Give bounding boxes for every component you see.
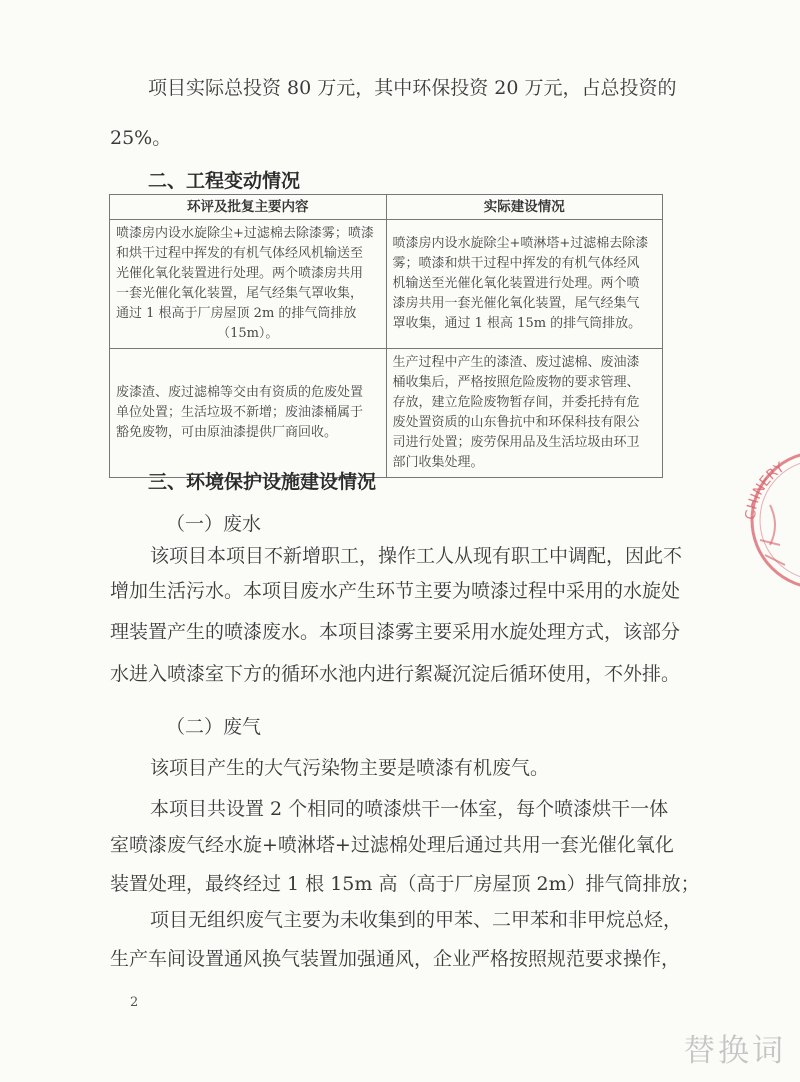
- paragraph-line: 装置处理，最终经过 1 根 15m 高（高于厂房屋顶 2m）排气筒排放；: [110, 873, 700, 895]
- stamp-text: CHINERY: [742, 459, 788, 521]
- page-number: 2: [130, 995, 139, 1010]
- paragraph-line: 该项目本项目不新增职工，操作工人从现有职工中调配，因此不: [150, 545, 683, 567]
- cell-line: 喷漆房内设水旋除尘+过滤棉去除漆雾；喷漆: [116, 226, 374, 241]
- intro-line-2: 25%。: [110, 127, 172, 149]
- cell-line: 和烘干过程中挥发的有机气体经风机输送至: [116, 246, 364, 261]
- cell-line: 生产过程中产生的漆渣、废过滤棉、废油漆: [392, 355, 640, 370]
- cell-line: 废处置资质的山东鲁抗中和环保科技有限公: [392, 415, 640, 430]
- paragraph-line: 该项目产生的大气污染物主要是喷漆有机废气。: [150, 757, 550, 779]
- table-row: [110, 349, 663, 478]
- cell-line: 罩收集，通过 1 根高 15m 的排气筒排放。: [392, 316, 642, 331]
- cell-line: 单位处置；生活垃圾不新增；废油漆桶属于: [116, 405, 364, 420]
- cell-line: 一套光催化氧化装置，尾气经集气罩收集，: [116, 286, 364, 301]
- section-3-heading: 三、环境保护设施建设情况: [148, 471, 377, 493]
- cell-line: 桶收集后，严格按照危险废物的要求管理、: [392, 375, 640, 390]
- cell-line: 存放，建立危险废物暂存间，并委托持有危: [392, 395, 640, 410]
- subsection-wastewater-title: （一）废水: [166, 513, 262, 535]
- table-row: [110, 220, 663, 349]
- cell-line: 光催化氧化装置进行处理。两个喷漆房共用: [116, 266, 364, 281]
- cell-line: 司进行处置；废劳保用品及生活垃圾由环卫: [392, 435, 640, 450]
- cell-line: 机输送至光催化氧化装置进行处理。两个喷: [392, 276, 640, 291]
- cell-line: 废漆渣、废过滤棉等交由有资质的危废处置: [116, 385, 364, 400]
- table-header-row: [110, 195, 663, 220]
- paragraph-line: 项目无组织废气主要为未收集到的甲苯、二甲苯和非甲烷总烃，: [150, 909, 683, 931]
- paragraph-line: 水进入喷漆室下方的循环水池内进行絮凝沉淀后循环使用，不外排。: [110, 663, 681, 685]
- subsection-exhaust-title: （二）废气: [166, 716, 262, 738]
- cell-line: 喷漆房内设水旋除尘+喷淋塔+过滤棉去除漆: [392, 236, 649, 251]
- seal-stamp-icon: [725, 425, 800, 595]
- table-cell-actual: [386, 220, 663, 349]
- table-cell-eia: [110, 349, 387, 478]
- cell-line: 漆房共用一套光催化氧化装置，尾气经集气: [392, 296, 640, 311]
- cell-line: 通过 1 根高于厂房屋顶 2m 的排气筒排放: [116, 306, 357, 321]
- cell-line: 部门收集处理。: [392, 455, 484, 470]
- table-cell-eia: [110, 220, 387, 349]
- cell-line: 豁免废物，可由原油漆提供厂商回收。: [116, 425, 338, 440]
- cell-line: 雾；喷漆和烘干过程中挥发的有机气体经风: [392, 256, 640, 271]
- comparison-table: [109, 194, 663, 478]
- intro-line-1: 项目实际总投资 80 万元，其中环保投资 20 万元，占总投资的: [148, 77, 677, 99]
- paragraph-line: 室喷漆废气经水旋+喷淋塔+过滤棉处理后通过共用一套光催化氧化: [110, 834, 674, 856]
- table-header-cell: 实际建设情况: [386, 195, 663, 220]
- paragraph-line: 理装置产生的喷漆废水。本项目漆雾主要采用水旋处理方式，该部分: [110, 621, 681, 643]
- table-cell-actual: [386, 349, 663, 478]
- paragraph-line: 生产车间设置通风换气装置加强通风，企业严格按照规范要求操作，: [110, 948, 681, 970]
- paragraph-line: 本项目共设置 2 个相同的喷漆烘干一体室，每个喷漆烘干一体: [150, 798, 669, 820]
- svg-text:CHINERY: [743, 459, 788, 520]
- cell-line: （15m）。: [217, 326, 279, 341]
- watermark-text: 替换词: [684, 1033, 786, 1069]
- table-header-cell: 环评及批复主要内容: [110, 195, 387, 220]
- section-2-heading: 二、工程变动情况: [148, 170, 301, 192]
- paragraph-line: 增加生活污水。本项目废水产生环节主要为喷漆过程中采用的水旋处: [110, 580, 681, 602]
